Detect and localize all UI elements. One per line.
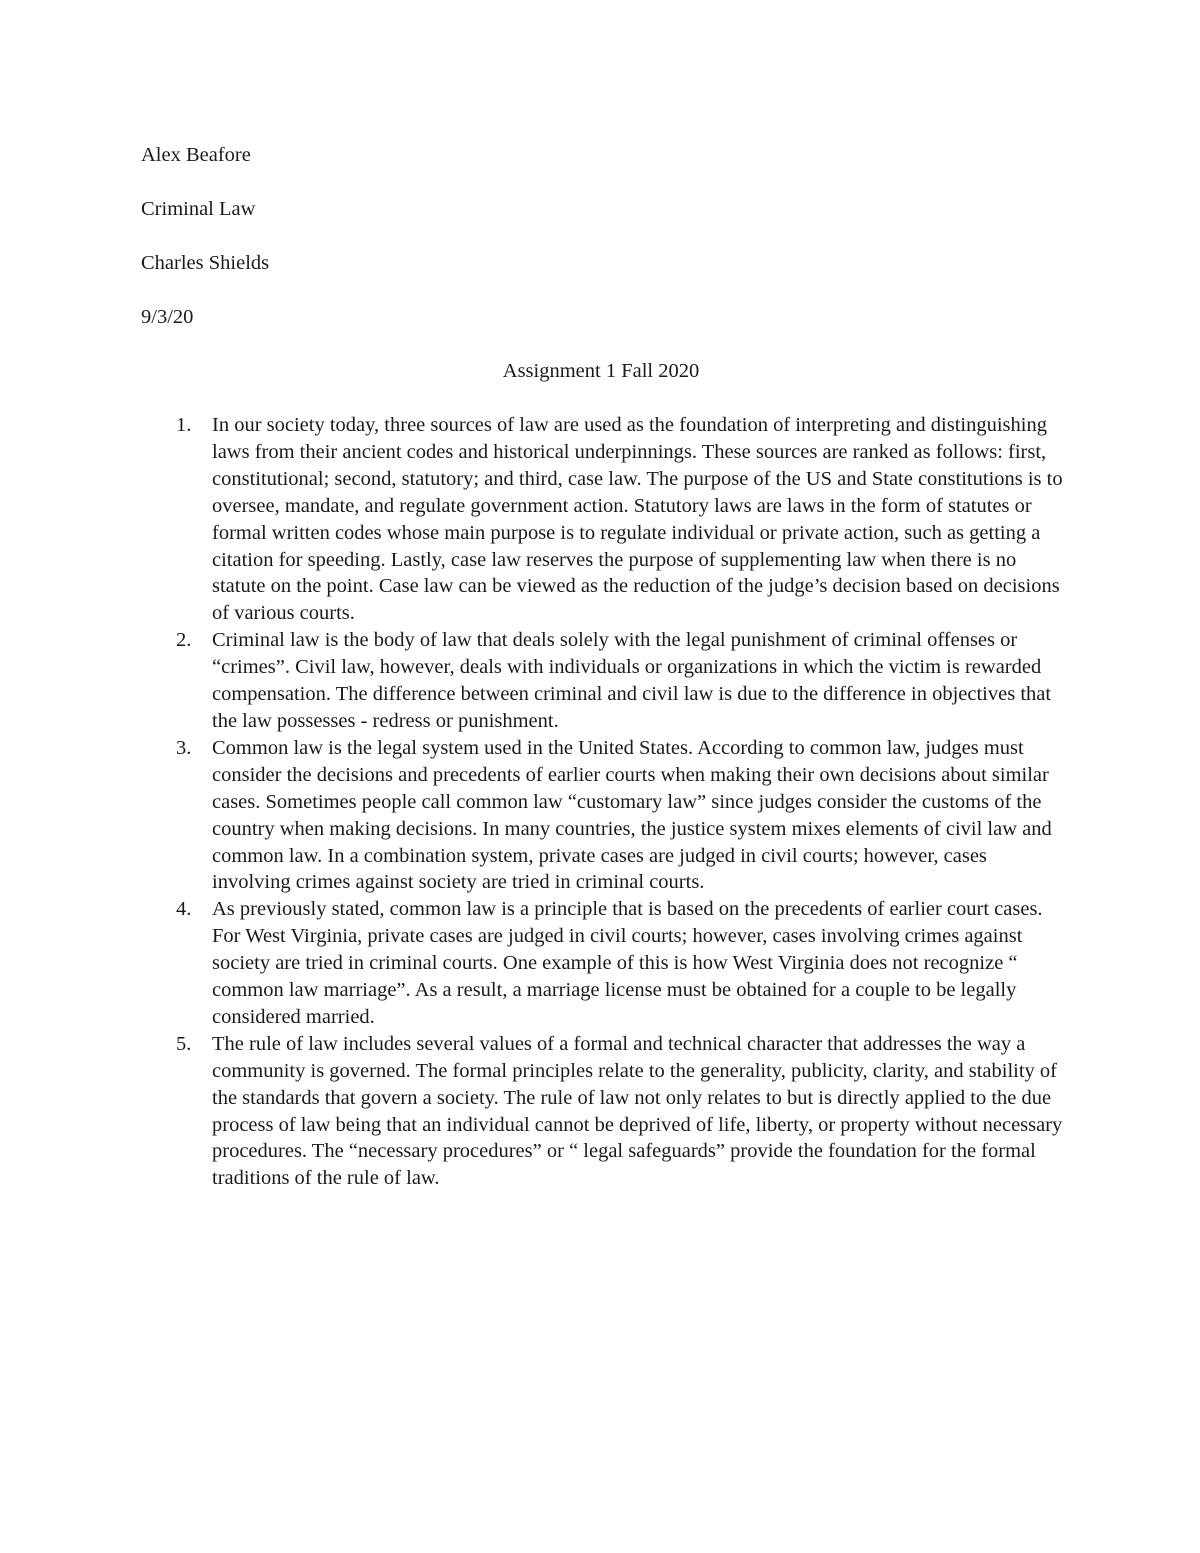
answer-item-5 — [141, 1031, 1066, 1192]
assignment-title: Assignment 1 Fall 2020 — [502, 360, 700, 382]
answer-item-4 — [141, 896, 1066, 1031]
assignment-date: 9/3/20 — [141, 306, 194, 328]
answer-text: As previously stated, common law is a principle that is based on the precedents of earlier court cases. For West Virginia, private cases are judged in civil courts; however, cases involving crimes against society are tried in criminal courts. One example of this is how West Virginia does not recognize “ common law marriage”. As a result, a marriage license must be obtained for a couple to be legally considered married. — [212, 898, 1043, 1028]
answer-number: 1. — [176, 414, 192, 436]
answer-text: In our society today, three sources of law are used as the foundation of interpreting and distinguishing laws from their ancient codes and historical underpinnings. These sources are ranked as follows: first, constitutional; second, statutory; and third, case law. The purpose of the US and State constitutions is to oversee, mandate, and regulate government action. Statutory laws are laws in the form of statutes or formal written codes whose main purpose is to regulate individual or private action, such as getting a citation for speeding. Lastly, case law reserves the purpose of supplementing law when there is no statute on the point. Case law can be viewed as the reduction of the judge’s decision based on decisions of various courts. — [212, 414, 1063, 625]
course-name: Criminal Law — [141, 198, 256, 220]
answer-item-2 — [141, 627, 1066, 735]
answer-text: The rule of law includes several values of a formal and technical character that addresses the way a community is governed. The formal principles relate to the generality, publicity, clarity, and stability of the standards that govern a society. The rule of law not only relates to but is directly applied to the due process of law being that an individual cannot be deprived of life, liberty, or property without necessary procedures. The “necessary procedures” or “ legal safeguards” provide the foundation for the formal traditions of the rule of law. — [212, 1032, 1063, 1190]
answer-number: 2. — [176, 629, 192, 652]
answer-text: Criminal law is the body of law that deals solely with the legal punishment of criminal offenses or “crimes”. Civil law, however, deals with individuals or organizations in which the victim is rewarded compensation. The difference between criminal and civil law is due to the difference in objectives that the law possesses - redress or punishment. — [212, 629, 1052, 732]
answer-number: 4. — [176, 898, 192, 921]
answer-text: Common law is the legal system used in the United States. According to common law, judges must consider the decisions and precedents of earlier courts when making their own decisions about similar cases. Sometimes people call common law “customary law” since judges consider the customs of the country when making decisions. In many countries, the justice system mixes elements of civil law and common law. In a combination system, private cases are judged in civil courts; however, cases involving crimes against society are tried in criminal courts. — [212, 736, 1052, 894]
answer-list — [141, 412, 1066, 1192]
answer-item-3 — [141, 735, 1066, 896]
answer-number: 3. — [176, 736, 192, 759]
answer-number: 5. — [176, 1032, 192, 1055]
answer-item-1 — [141, 412, 1066, 627]
student-name: Alex Beafore — [141, 144, 251, 166]
instructor-name: Charles Shields — [141, 252, 270, 274]
header-block — [141, 142, 1061, 358]
